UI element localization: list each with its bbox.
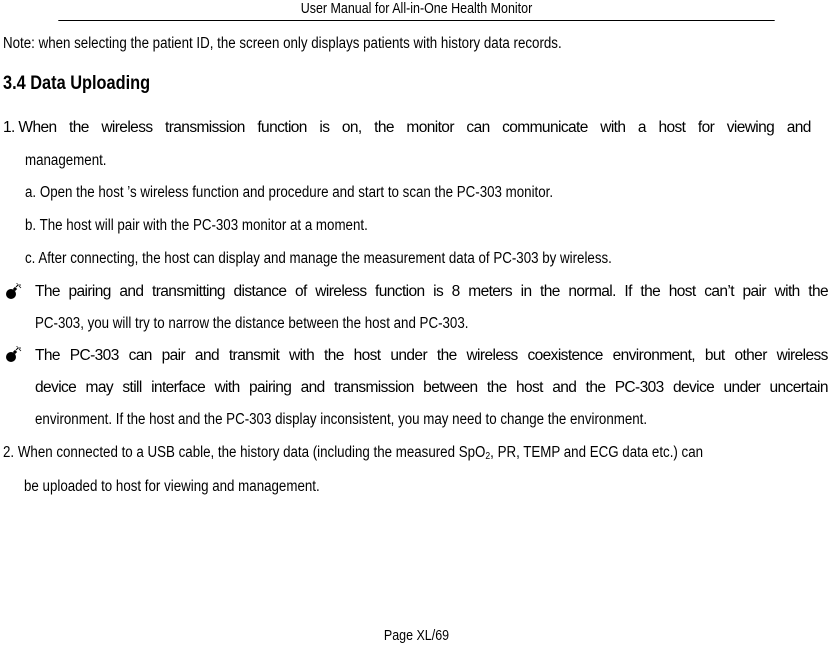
word: can xyxy=(466,119,490,136)
word: the xyxy=(808,283,828,300)
word: transmitting xyxy=(152,283,225,300)
word: pair xyxy=(742,283,766,300)
word: pair xyxy=(161,347,186,364)
word: the xyxy=(69,119,89,136)
word: The xyxy=(35,347,60,364)
word: with xyxy=(289,347,315,364)
word: wireless xyxy=(466,347,518,364)
word: is xyxy=(433,283,444,300)
word: the xyxy=(585,379,606,396)
word: the xyxy=(324,347,344,364)
word: wireless xyxy=(315,283,367,300)
word: the xyxy=(486,379,507,396)
item2-line2: be uploaded to host for viewing and management. xyxy=(24,478,320,495)
word: with xyxy=(600,119,626,136)
word: coexistence xyxy=(527,347,603,364)
word: host xyxy=(515,379,543,396)
item2-line1-pre: 2. When connected to a USB cable, the history data (including the measured SpO xyxy=(3,444,486,461)
word: can’t xyxy=(704,283,734,300)
word: and xyxy=(119,283,144,300)
word: meters xyxy=(468,283,513,300)
word: but xyxy=(704,347,725,364)
word: with xyxy=(214,379,240,396)
bullet2-line3: environment. If the host and the PC-303 display inconsistent, you may need to change the environment. xyxy=(35,411,648,428)
word: PC-303 xyxy=(69,347,119,364)
item2-line1-post: , PR, TEMP and ECG data etc.) can xyxy=(490,444,704,461)
word: communicate xyxy=(502,119,588,136)
word: the xyxy=(374,119,394,136)
bullet2-line1 xyxy=(35,346,828,366)
word: in xyxy=(520,283,532,300)
page-footer: Page XL/69 xyxy=(383,628,450,644)
word: environment, xyxy=(612,347,695,364)
word: function xyxy=(375,283,425,300)
item1-sub-b: b. The host will pair with the PC-303 monitor at a moment. xyxy=(25,217,368,234)
word: pairing xyxy=(68,283,111,300)
word: and xyxy=(300,379,325,396)
item1-line1 xyxy=(3,118,811,138)
word: transmission xyxy=(334,379,414,396)
word: host xyxy=(353,347,381,364)
word: wireless xyxy=(776,347,828,364)
page-header: User Manual for All-in-One Health Monitor xyxy=(58,0,774,21)
bullet1-line1 xyxy=(35,282,828,302)
word: function xyxy=(257,119,307,136)
word: interface xyxy=(151,379,206,396)
word: viewing xyxy=(726,119,775,136)
section-heading: 3.4 Data Uploading xyxy=(3,73,151,94)
bomb-icon xyxy=(4,283,22,301)
item2-line1 xyxy=(3,443,703,467)
word: pairing xyxy=(248,379,292,396)
word: transmit xyxy=(228,347,280,364)
word: distance xyxy=(233,283,287,300)
word: and xyxy=(552,379,577,396)
word: other xyxy=(734,347,767,364)
word: 8 xyxy=(451,283,460,300)
word: normal. xyxy=(568,283,616,300)
word: the xyxy=(436,347,457,364)
word: under xyxy=(390,347,428,364)
word: device xyxy=(672,379,715,396)
word: with xyxy=(774,283,800,300)
word: a xyxy=(637,119,646,136)
word: monitor xyxy=(406,119,454,136)
word: host xyxy=(668,283,696,300)
bullet2-line2 xyxy=(35,378,828,398)
word: uncertain xyxy=(769,379,828,396)
word: PC-303 xyxy=(614,379,664,396)
bomb-icon xyxy=(4,346,22,364)
word: and xyxy=(194,347,219,364)
word: for xyxy=(697,119,715,136)
item1-sub-a: a. Open the host ’s wireless function and procedure and start to scan the PC-303 monitor. xyxy=(25,184,554,201)
word: transmission xyxy=(165,119,245,136)
word: 1. When xyxy=(3,119,57,136)
word: of xyxy=(295,283,307,300)
word: can xyxy=(128,347,152,364)
word: on, xyxy=(341,119,362,136)
word: wireless xyxy=(101,119,153,136)
item1-line2: management. xyxy=(25,152,107,169)
word: the xyxy=(640,283,661,300)
item2-line1-sub: 2 xyxy=(485,451,491,462)
word: If xyxy=(624,283,632,300)
note-text: Note: when selecting the patient ID, the screen only displays patients with history data records. xyxy=(3,35,562,52)
word: device xyxy=(35,379,77,396)
word: under xyxy=(723,379,761,396)
word: host xyxy=(658,119,686,136)
word: is xyxy=(319,119,330,136)
word: still xyxy=(122,379,142,396)
bullet1-line2: PC-303, you will try to narrow the distance between the host and PC-303. xyxy=(35,315,469,332)
word: the xyxy=(540,283,560,300)
word: and xyxy=(786,119,811,136)
word: The xyxy=(35,283,60,300)
word: may xyxy=(85,379,114,396)
item1-sub-c: c. After connecting, the host can display and manage the measurement data of PC-303 by wireless. xyxy=(25,250,612,267)
word: between xyxy=(423,379,478,396)
